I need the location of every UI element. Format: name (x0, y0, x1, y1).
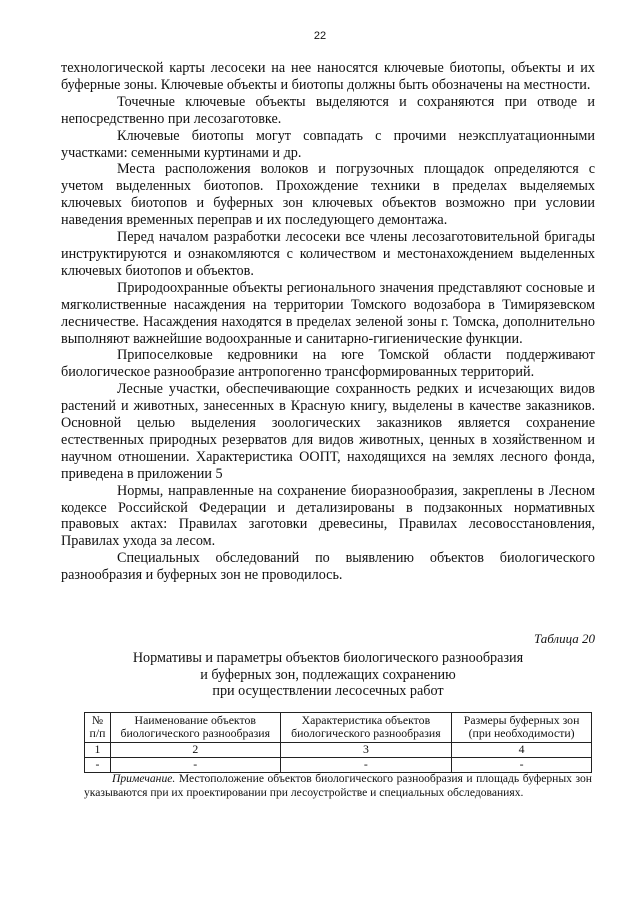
header-cell-characteristic (280, 713, 452, 743)
header-cell-buffer-size (452, 713, 592, 743)
paragraph: технологической карты лесосеки на нее наносятся ключевые биотопы, объекты и их буферные зоны. Ключевые объекты и биотопы должны быть обозначены на местности. (61, 60, 595, 93)
note-text: Местоположение объектов биологического разнообразия и площадь буферных зон указываются при их проектировании при лесоустройстве и специальных обследованиях. (84, 772, 592, 799)
paragraph: Нормы, направленные на сохранение биоразнообразия, закреплены в Лесном кодексе Российской Федерации и детализированы в подзаконных нормативных правовых актах: Правилах заготовки древесины, Правилах лесовосстановления, Правилах ухода за лесом. (61, 482, 595, 550)
body-text (61, 60, 595, 584)
header-line: Размеры буферных зон (463, 713, 580, 727)
header-line: биологического разнообразия (291, 726, 441, 741)
table-row (85, 742, 592, 757)
norms-table (84, 712, 592, 773)
table-cell: 1 (85, 742, 111, 757)
paragraph: Ключевые биотопы могут совпадать с прочими неэксплуатационными участками: семенными куртинами и др. (61, 127, 595, 161)
table-cell: 2 (110, 742, 280, 757)
paragraph: Перед началом разработки лесосеки все члены лесозаготовительной бригады инструктируются и ознакомляются с количеством и местонахождением выделенных ключевых биотопов и объектов. (61, 229, 595, 279)
table-caption: Таблица 20 (533, 631, 595, 646)
table-note (84, 772, 592, 800)
table-row (85, 757, 592, 772)
table-header-row (85, 713, 592, 743)
header-line: Наименование объектов (134, 713, 256, 727)
table-cell: - (280, 757, 452, 772)
paragraph: Специальных обследований по выявлению объектов биологического разнообразия и буферных зон не проводилось. (61, 550, 595, 584)
table-cell: 4 (452, 742, 592, 757)
paragraph: Природоохранные объекты регионального значения представляют сосновые и мягколиственные насаждения на территории Томского водозабора в Тимирязевском лесничестве. Насаждения находятся в пределах зеленой зоны г. Томска, дополнительно выполняют важнейшие водоохранные и санитарно-гигиенические функции. (61, 279, 595, 347)
table-cell: - (110, 757, 280, 772)
paragraph: Лесные участки, обеспечивающие сохранность редких и исчезающих видов растений и животных, занесенных в Красную книгу, выделены в качестве заказников. Основной целью выделения зоологических заказников является сохранение естественных природных резерватов для видов животных, ценных в хозяйственном и научном отношении. Характеристика ООПТ, находящихся на землях лесного фонда, приведена в приложении 5 (61, 381, 595, 482)
table-title (61, 650, 595, 700)
table-title-line: Нормативы и параметры объектов биологического разнообразия (132, 650, 524, 666)
paragraph: Точечные ключевые объекты выделяются и сохраняются при отводе и непосредственно при лесозаготовке. (61, 93, 595, 127)
header-cell-number (85, 713, 111, 743)
page-number: 22 (313, 30, 327, 42)
table-cell: 3 (280, 742, 452, 757)
header-cell-name (110, 713, 280, 743)
paragraph: Припоселковые кедровники на юге Томской области поддерживают биологическое разнообразие антропогенно трансформированных территорий. (61, 347, 595, 381)
note-label: Примечание. (112, 772, 176, 785)
table-title-line: и буферных зон, подлежащих сохранению (200, 666, 456, 683)
table-title-line: при осуществлении лесосечных работ (212, 683, 444, 699)
header-line: (при необходимости) (468, 726, 575, 741)
header-line: Характеристика объектов (301, 713, 431, 727)
header-line: п/п (89, 726, 106, 741)
header-line: № (91, 713, 104, 727)
table-cell: - (85, 757, 111, 772)
paragraph: Места расположения волоков и погрузочных площадок определяются с учетом выделенных биотопов. Прохождение техники в пределах выделяемых ключевых биотопов и буферных зон ключевых объектов возможно при условии наведения временных переправ и их последующего демонтажа. (61, 161, 595, 229)
table-cell: - (452, 757, 592, 772)
header-line: биологического разнообразия (120, 726, 271, 741)
